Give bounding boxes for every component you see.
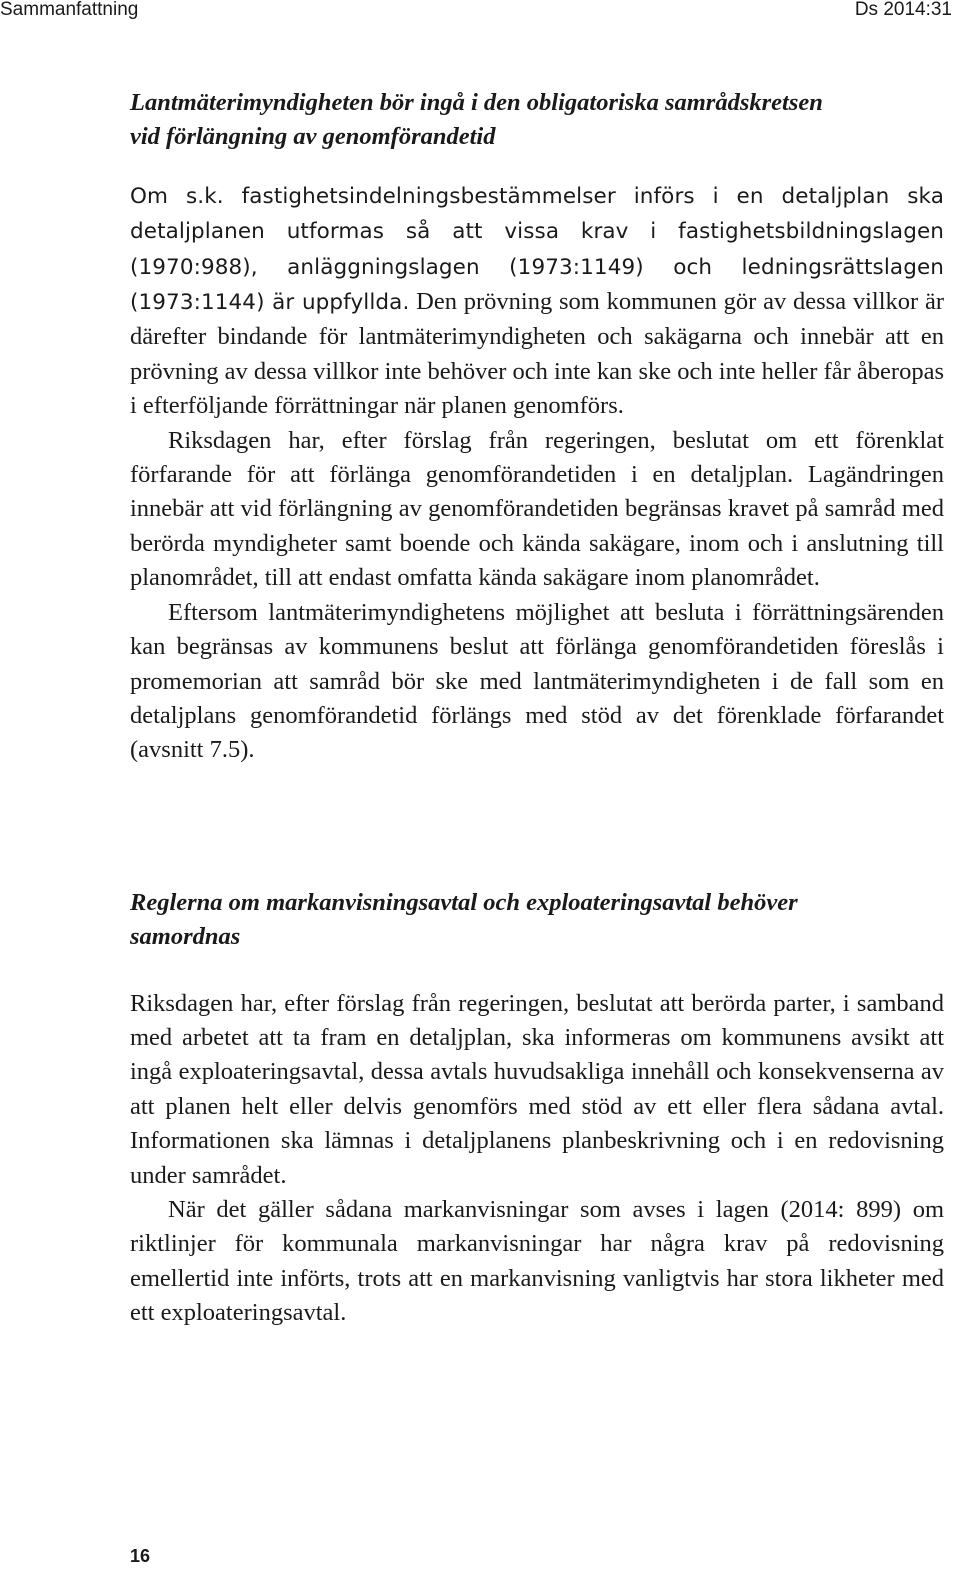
header-section-title: Sammanfattning: [0, 0, 139, 20]
section-spacer: [130, 768, 944, 886]
page-body: [130, 86, 944, 1331]
heading-line-1: Reglerna om markanvisningsavtal och exploateringsavtal behöver: [130, 888, 798, 916]
paragraph: [130, 179, 944, 424]
section-heading-markanvisning: [130, 886, 944, 955]
paragraph: Riksdagen har, efter förslag från regeringen, beslutat om ett förenklat förfarande för att förlänga genomförandetiden i en detaljplan. Lagändringen innebär att vid förlängning av genomförandetiden begränsas kravet på samråd med berörda myndigheter samt boende och kända sakägare, inom och i anslutning till planområdet, till att endast omfatta kända sakägare inom planområdet.: [130, 426, 944, 592]
page-number: 16: [130, 1546, 151, 1566]
running-header: [0, 0, 960, 26]
heading-line-1: Lantmäterimyndigheten bör ingå i den obligatoriska samrådskretsen: [130, 89, 823, 116]
paragraph: När det gäller sådana markanvisningar som avses i lagen (2014: 899) om riktlinjer för kommunala markanvisningar har några krav på redovisning emellertid inte införts, trots att en markanvisning vanligtvis har stora likheter med ett exploateringsavtal.: [130, 1195, 944, 1327]
paragraph-sans-part: Om s.k. fastighetsindelningsbestämmelser införs i en detaljplan ska detaljplanen utformas så att vissa krav i fastighetsbildningslagen (1970:988), anläggningslagen (1973:1149) och ledningsrättslagen (1973:1144) är uppfyllda.: [130, 183, 944, 316]
section-heading-lantmateri: [130, 86, 944, 155]
paragraph: Eftersom lantmäterimyndighetens möjlighet att besluta i förrättningsärenden kan begränsas av kommunens beslut att förlänga genomförandetiden föreslås i promemorian att samråd bör ske med lantmäterimyndigheten i de fall som en detaljplans genomförandetid förlängs med stöd av det förenklade förfarandet (avsnitt 7.5).: [130, 598, 944, 764]
paragraph: Riksdagen har, efter förslag från regeringen, beslutat att berörda parter, i samband med arbetet att ta fram en detaljplan, ska informeras om kommunens avsikt att ingå exploateringsavtal, dessa avtals huvudsakliga innehåll och konsekvenserna av att planen helt eller delvis genomförs med stöd av ett eller flera sådana avtal. Informationen ska lämnas i detaljplanens planbeskrivning och i en redovisning under samrådet.: [130, 989, 944, 1189]
heading-line-2: vid förlängning av genomförandetid: [130, 123, 496, 151]
paragraph-serif-part: Den prövning som kommunen gör av dessa villkor är därefter bindande för lantmäterimyndigheten och sakägarna och innebär att en prövning av dessa villkor inte behöver och inte kan ske och inte heller får åberopas i efterföljande förrättningar när planen genomförs.: [130, 288, 944, 420]
heading-line-2: samordnas: [130, 923, 241, 951]
header-document-id: Ds 2014:31: [854, 0, 952, 20]
